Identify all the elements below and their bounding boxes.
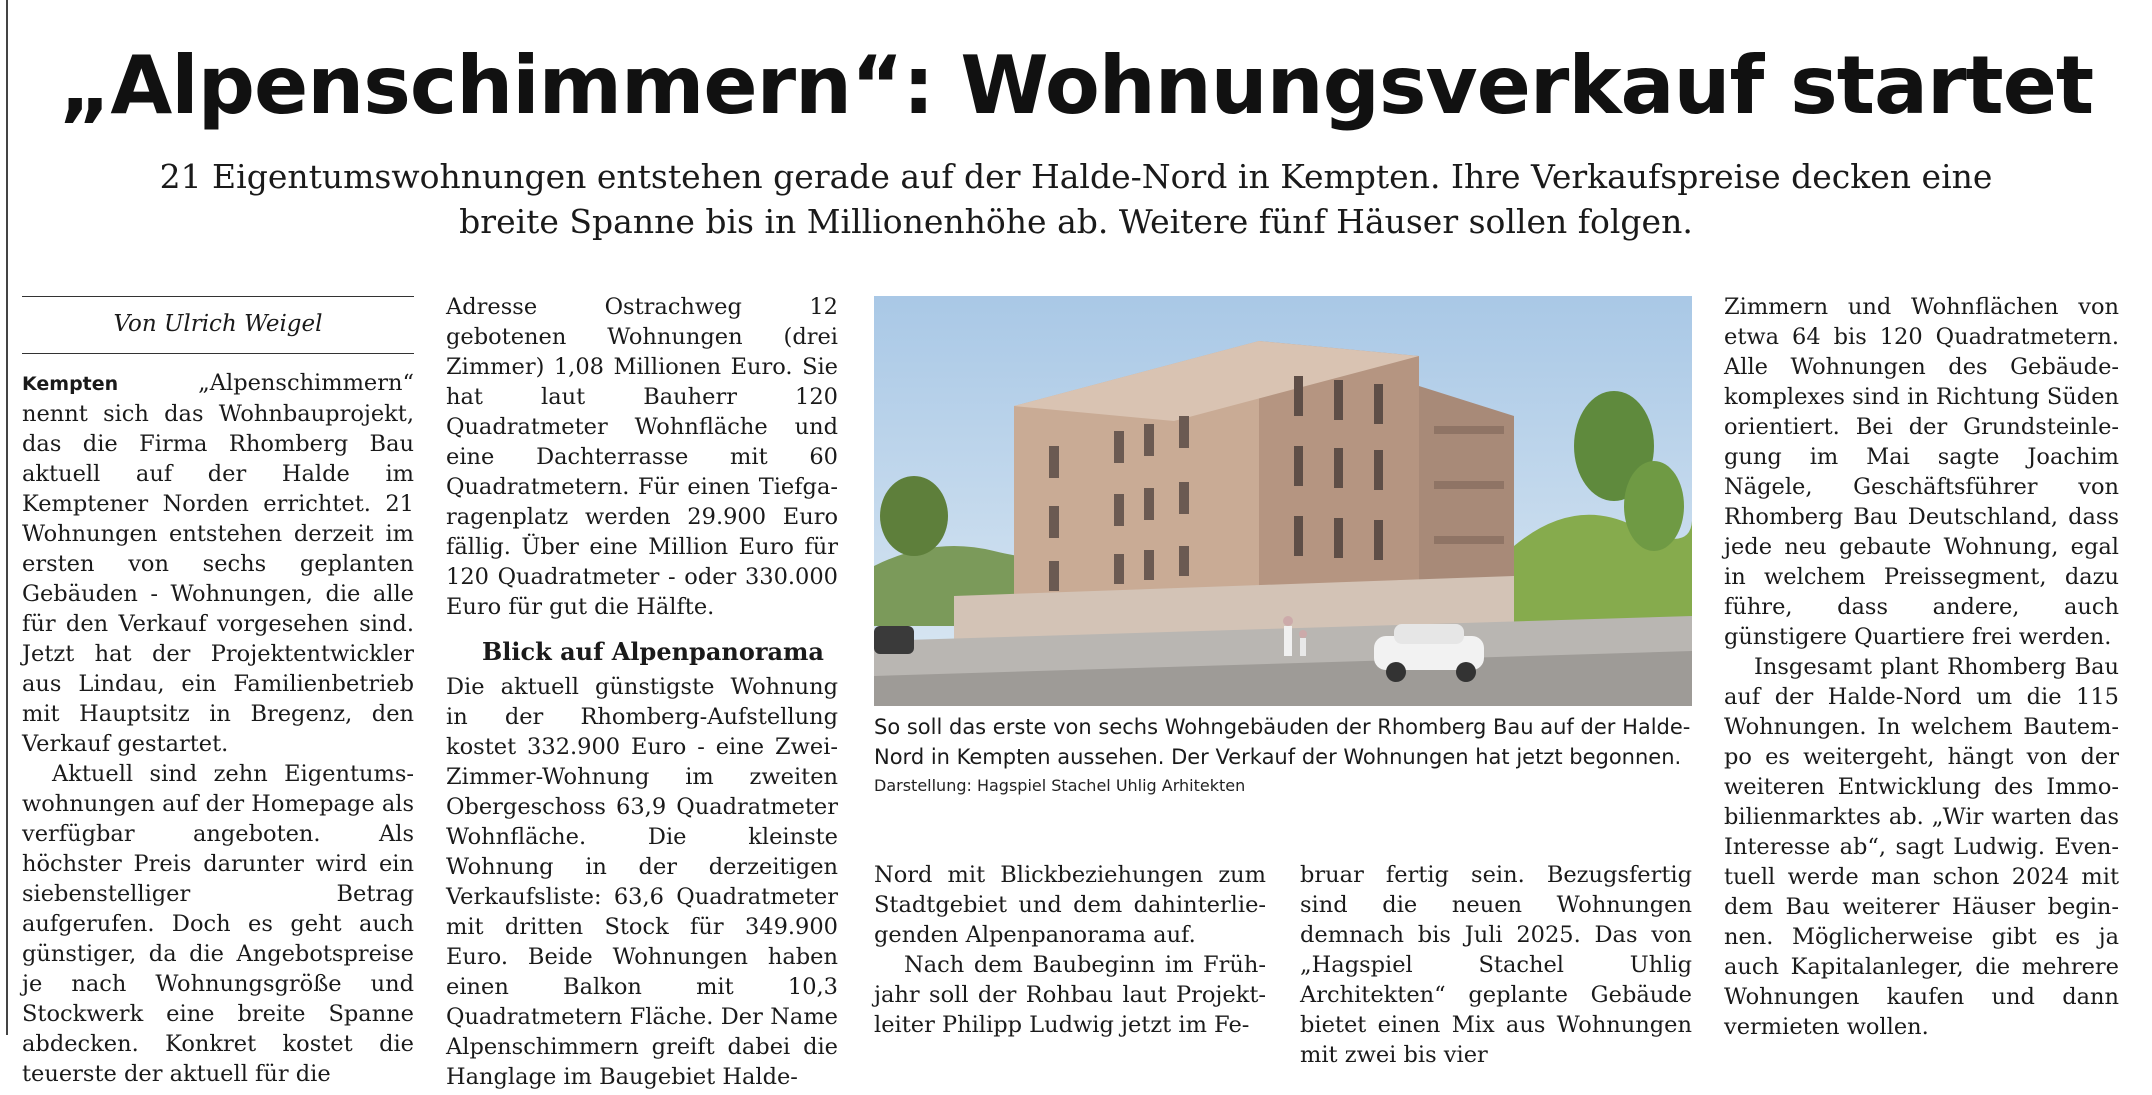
column-3	[874, 860, 1266, 1040]
article-byline: Von Ulrich Weigel	[22, 297, 414, 354]
column-1	[22, 296, 414, 1089]
paragraph-1	[22, 368, 414, 759]
section-subhead: Blick auf Alpenpanorama	[482, 637, 824, 666]
paragraph-2: Aktuell sind zehn Eigentumswohnungen auf der Homepage als verfügbar angeboten. Als höchster Preis darunter wird ein siebenstelliger Betrag aufgerufen. Doch es geht auch günstiger, da die Angebotspreise je nach Wohnungsgröße und Stockwerk eine breite Spanne abdecken. Konkret kostet die teuerste der aktuell für die	[22, 761, 414, 1087]
paragraph-3: Adresse Ostrachweg 12 gebotenen Wohnungen (drei Zimmer) 1,08 Millionen Euro. Sie hat laut Bauherr 120 Quadratmeter Wohnfläche und eine Dachterrasse mit 60 Quadratmetern. Für einen Tiefgaragenplatz werden 29.900 Euro fällig. Über eine Million Euro für 120 Quadratmeter - oder 330.000 Euro für gut die Hälfte.	[446, 294, 838, 620]
paragraph-7: bruar fertig sein. Bezugsfertig sind die neuen Wohnungen demnach bis Juli 2025. Das von „Hagspiel Stachel Uhlig Architekten“ geplante Gebäude bietet einen Mix aus Wohnungen mit zwei bis vier	[1300, 862, 1692, 1068]
article-headline: „Alpenschimmern“: Wohnungsverkauf startet	[58, 39, 2094, 132]
page-left-border	[6, 0, 8, 1035]
column-2	[446, 292, 838, 1092]
article-subheadline: 21 Eigentumswohnungen entstehen gerade auf der Halde-Nord in Kempten. Ihre Verkaufspreise decken eine breite Spanne bis in Millionenhöhe ab. Weitere fünf Häuser sollen folgen.	[159, 157, 1993, 241]
paragraph-9: Insgesamt plant Rhomberg Bau auf der Halde-Nord um die 115 Wohnungen. In welchem Bautempo es weitergeht, hängt von der weiteren Entwicklung des Immobilienmarktes ab. „Wir warten das Interesse ab“, sagt Ludwig. Eventuell werde man schon 2024 mit dem Bau weiterer Häuser beginnen. Möglicherweise gibt es ja auch Kapitalanleger, die mehrere Wohnungen kaufen und dann vermieten wollen.	[1724, 654, 2119, 1040]
paragraph-8: Zimmern und Wohnflächen von etwa 64 bis 120 Quadratmetern. Alle Wohnungen des Gebäudekomplexes sind in Richtung Süden orientiert. Bei der Grundsteinlegung im Mai sagte Joachim Nägele, Geschäftsführer von Rhomberg Bau Deutschland, dass jede neu gebaute Wohnung, egal in welchem Preissegment, dazu führe, dass andere, auch günstigere Quartiere frei werden.	[1724, 294, 2119, 650]
paragraph-1-text: „Alpenschimmern“ nennt sich das Wohnbauprojekt, das die Firma Rhomberg Bau aktuell auf der Halde im Kemptener Norden errichtet. 21 Wohnungen entstehen derzeit im ersten von sechs geplanten Gebäuden - Wohnungen, die alle für den Verkauf vorgesehen sind. Jetzt hat der Projektentwickler aus Lindau, ein Familienbetrieb mit Hauptsitz in Bregenz, den Verkauf gestartet.	[22, 370, 414, 757]
column-4	[1300, 860, 1692, 1070]
building-rendering-photo	[874, 296, 1692, 706]
column-5	[1724, 292, 2119, 1042]
photo-caption: So soll das erste von sechs Wohngebäuden der Rhomberg Bau auf der Halde-Nord in Kempten aussehen. Der Verkauf der Wohnungen hat jetzt begonnen.	[874, 715, 1691, 769]
paragraph-5: Nord mit Blickbeziehungen zum Stadtgebiet und dem dahinterliegenden Alpenpanorama auf.	[874, 862, 1266, 948]
building-rendering-image	[874, 296, 1692, 706]
paragraph-6: Nach dem Baubeginn im Frühjahr soll der Rohbau laut Projektleiter Philipp Ludwig jetzt im Fe-	[874, 952, 1266, 1038]
photo-credit: Darstellung: Hagspiel Stachel Uhlig Arhitekten	[874, 776, 1246, 795]
paragraph-4: Die aktuell günstigste Wohnung in der Rhomberg-Aufstellung kostet 332.900 Euro - eine Zwei-Zimmer-Wohnung im zweiten Obergeschoss 63,9 Quadratmeter Wohnfläche. Die kleinste Wohnung in der derzeitigen Verkaufsliste: 63,6 Quadratmeter mit dritten Stock für 349.900 Euro. Beide Wohnungen haben einen Balkon mit 10,3 Quadratmetern Fläche. Der Name Alpenschimmern greift dabei die Hanglage im Baugebiet Halde-	[446, 674, 838, 1090]
dateline: Kempten	[22, 373, 119, 395]
